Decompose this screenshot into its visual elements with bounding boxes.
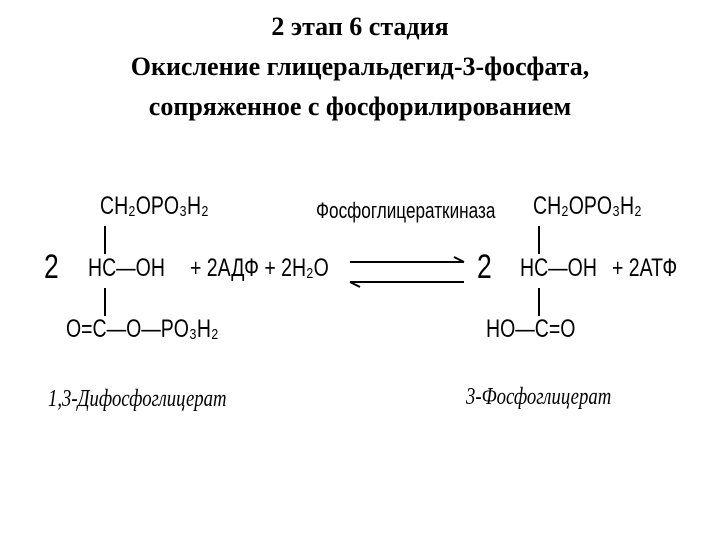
slide-title-line-2: Окисление глицеральдегид-3-фосфата, bbox=[130, 52, 590, 81]
right-coefficient: 2 bbox=[477, 248, 492, 286]
products: + 2АТФ bbox=[612, 254, 678, 282]
enzyme-name: Фосфоглицераткиназа bbox=[316, 198, 496, 223]
slide-title-line-1: 2 этап 6 стадия bbox=[271, 12, 449, 41]
right-bottom-group: HO—C=O bbox=[486, 315, 576, 343]
left-top-group: CH₂OPO₃H₂ bbox=[100, 192, 209, 220]
left-coefficient: 2 bbox=[44, 248, 59, 286]
reverse-arrow bbox=[350, 282, 464, 287]
right-middle-group: HC—OH bbox=[520, 254, 597, 282]
right-compound-label: 3-Фосфоглицерат bbox=[466, 384, 612, 410]
left-compound-label: 1,3-Дифосфоглицерат bbox=[48, 386, 227, 412]
left-middle-group: HC—OH bbox=[88, 254, 165, 282]
forward-arrow bbox=[350, 257, 464, 262]
slide-title-line-3: сопряженное с фосфорилированием bbox=[148, 92, 572, 121]
right-top-group: CH₂OPO₃H₂ bbox=[533, 192, 642, 220]
left-bottom-group: O=C—O—PO₃H₂ bbox=[66, 315, 219, 343]
reagents: + 2АДФ + 2H₂O bbox=[190, 254, 329, 282]
